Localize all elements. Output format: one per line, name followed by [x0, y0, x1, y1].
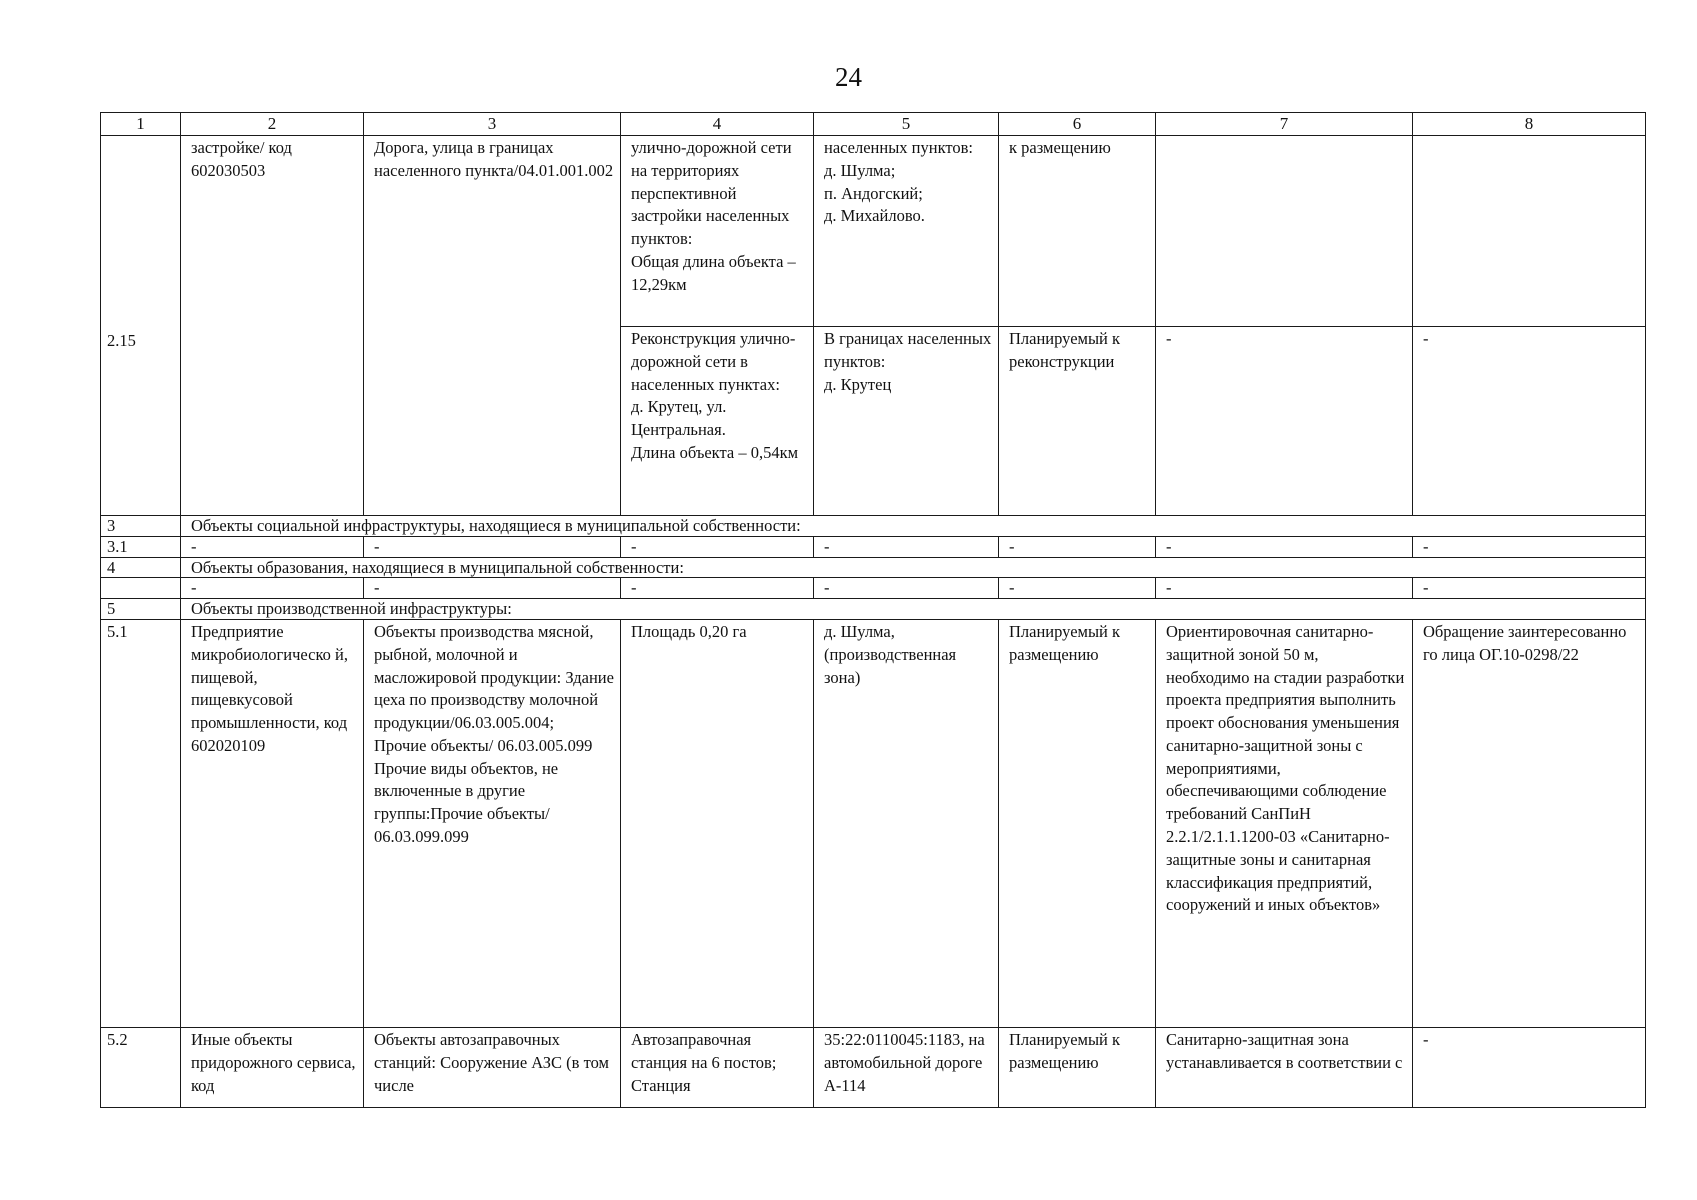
dash-cell: -: [1156, 578, 1413, 599]
dash-cell: -: [1413, 578, 1646, 599]
header-cell: 7: [1156, 113, 1413, 136]
basis-cell: [1413, 136, 1646, 327]
object-type-cell: застройке/ код 602030503: [181, 136, 364, 516]
table-row-3-1: [101, 536, 1646, 557]
zone-cell: Ориентировочная санитарно-защитной зоной 50 м, необходимо на стадии разработки проекта предприятия выполнить проект обоснования уменьшения санитарно-защитной зоны с мероприятиями, обеспечивающими соблюдение требований СанПиН 2.2.1/2.1.1.1200-03 «Санитарно-защитные зоны и санитарная классификация предприятий, сооружений и иных объектов»: [1156, 620, 1413, 1028]
basis-cell: Обращение заинтересованно го лица ОГ.10-0298/22: [1413, 620, 1646, 1028]
table-row-4-empty: [101, 578, 1646, 599]
planning-table: [100, 112, 1646, 1108]
description-cell: Площадь 0,20 га: [621, 620, 814, 1028]
object-type-cell: Предприятие микробиологическо й, пищевой, пищевкусовой промышленности, код 602020109: [181, 620, 364, 1028]
status-cell: Планируемый к реконструкции: [999, 327, 1156, 516]
dash-cell: -: [1156, 536, 1413, 557]
row-number-text: 2.15: [107, 331, 136, 351]
section-row-3: [101, 516, 1646, 537]
status-cell: Планируемый к размещению: [999, 1028, 1156, 1108]
row-number: [101, 578, 181, 599]
object-code-cell: Дорога, улица в границах населенного пункта/04.01.001.002: [364, 136, 621, 516]
dash-cell: -: [621, 578, 814, 599]
dash-cell: -: [364, 578, 621, 599]
row-number: 5.1: [101, 620, 181, 1028]
header-row: [101, 113, 1646, 136]
description-cell: улично-дорожной сети на территориях перспективной застройки населенных пунктов: Общая длина объекта – 12,29км: [621, 136, 814, 327]
table-row-continued: [101, 136, 1646, 327]
section-row-5: [101, 599, 1646, 620]
dash-cell: -: [181, 536, 364, 557]
header-cell: 6: [999, 113, 1156, 136]
section-title: Объекты производственной инфраструктуры:: [181, 599, 1646, 620]
page-number: 24: [835, 62, 862, 92]
row-number: 5.2: [101, 1028, 181, 1108]
dash-cell: -: [181, 578, 364, 599]
dash-cell: -: [364, 536, 621, 557]
section-row-4: [101, 557, 1646, 578]
basis-cell: -: [1413, 327, 1646, 516]
table-row-5-2: [101, 1028, 1646, 1108]
dash-cell: -: [999, 578, 1156, 599]
location-cell: В границах населенных пунктов: д. Крутец: [814, 327, 999, 516]
object-type-cell: Иные объекты придорожного сервиса, код: [181, 1028, 364, 1108]
object-code-cell: Объекты производства мясной, рыбной, молочной и масложировой продукции: Здание цеха по производству молочной продукции/06.03.005.004; Прочие объекты/ 06.03.005.099 Прочие виды объектов, не включенные в другие группы:Прочие объекты/ 06.03.099.099: [364, 620, 621, 1028]
row-number: 4: [101, 557, 181, 578]
row-number: 3: [101, 516, 181, 537]
section-title: Объекты образования, находящиеся в муниципальной собственности:: [181, 557, 1646, 578]
object-code-cell: Объекты автозаправочных станций: Сооружение АЗС (в том числе: [364, 1028, 621, 1108]
header-cell: 2: [181, 113, 364, 136]
header-cell: 4: [621, 113, 814, 136]
table-row-5-1: [101, 620, 1646, 1028]
dash-cell: -: [814, 536, 999, 557]
dash-cell: -: [1413, 536, 1646, 557]
row-number: 5: [101, 599, 181, 620]
header-cell: 8: [1413, 113, 1646, 136]
zone-cell: [1156, 136, 1413, 327]
header-cell: 3: [364, 113, 621, 136]
location-cell: 35:22:0110045:1183, на автомобильной дороге А-114: [814, 1028, 999, 1108]
zone-cell: -: [1156, 327, 1413, 516]
status-cell: к размещению: [999, 136, 1156, 327]
dash-cell: -: [814, 578, 999, 599]
status-cell: Планируемый к размещению: [999, 620, 1156, 1028]
header-cell: 5: [814, 113, 999, 136]
location-cell: населенных пунктов: д. Шулма; п. Андогский; д. Михайлово.: [814, 136, 999, 327]
zone-cell: Санитарно-защитная зона устанавливается в соответствии с: [1156, 1028, 1413, 1108]
basis-cell: -: [1413, 1028, 1646, 1108]
row-number: 3.1: [101, 536, 181, 557]
header-cell: 1: [101, 113, 181, 136]
description-cell: Реконструкция улично-дорожной сети в населенных пунктах: д. Крутец, ул. Центральная. Длина объекта – 0,54км: [621, 327, 814, 516]
location-cell: д. Шулма, (производственная зона): [814, 620, 999, 1028]
section-title: Объекты социальной инфраструктуры, находящиеся в муниципальной собственности:: [181, 516, 1646, 537]
row-number-2-15: [101, 136, 181, 516]
dash-cell: -: [621, 536, 814, 557]
description-cell: Автозаправочная станция на 6 постов; Станция: [621, 1028, 814, 1108]
dash-cell: -: [999, 536, 1156, 557]
